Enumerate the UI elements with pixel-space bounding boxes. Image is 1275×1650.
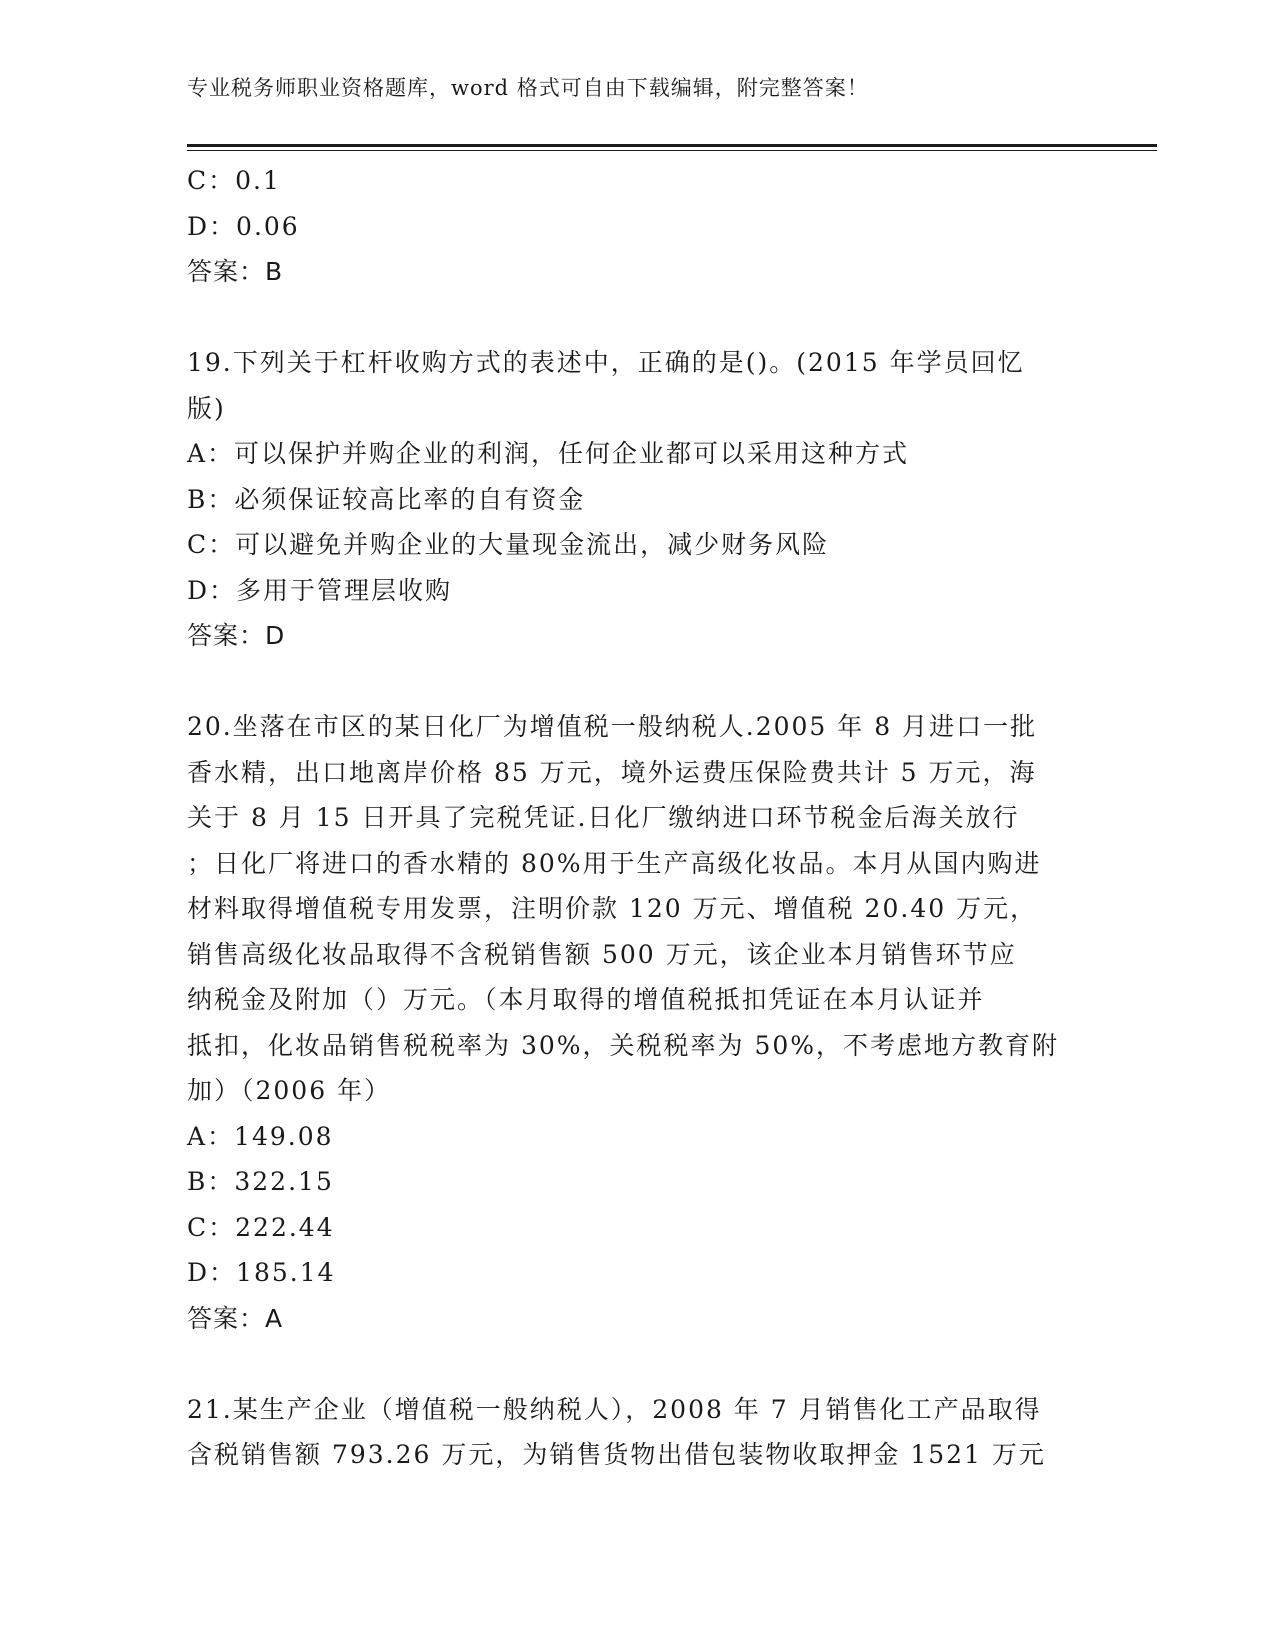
header-rule-thick <box>187 144 1157 147</box>
option-a: A：可以保护并购企业的利润，任何企业都可以采用这种方式 <box>187 439 910 468</box>
option-b: B：322.15 <box>187 1167 334 1196</box>
option-c: C：可以避免并购企业的大量现金流出，减少财务风险 <box>187 530 830 559</box>
prev-question <box>187 158 1087 295</box>
question-text: 加）（2006 年） <box>187 1076 392 1105</box>
question-text: 销售高级化妆品取得不含税销售额 500 万元，该企业本月销售环节应 <box>187 939 1017 969</box>
option-c: C：222.44 <box>187 1212 335 1242</box>
option-d: D：185.14 <box>187 1258 336 1287</box>
question-text: 21.某生产企业（增值税一般纳税人），2008 年 7 月销售化工产品取得 <box>187 1394 1042 1424</box>
question-20 <box>187 704 1087 1341</box>
question-text: 20.坐落在市区的某日化厂为增值税一般纳税人.2005 年 8 月进口一批 <box>187 712 1038 741</box>
header-rule-thin <box>187 150 1157 151</box>
answer: 答案：A <box>187 1303 284 1333</box>
question-19 <box>187 340 1087 659</box>
question-text: 纳税金及附加（）万元。（本月取得的增值税抵扣凭证在本月认证并 <box>187 985 985 1014</box>
question-content <box>187 158 1087 1478</box>
page-header: 专业税务师职业资格题库，word 格式可自由下载编辑，附完整答案！ <box>187 76 869 100</box>
question-text: 版) <box>187 393 226 423</box>
answer: 答案：D <box>187 621 286 650</box>
question-text: 香水精，出口地离岸价格 85 万元，境外运费压保险费共计 5 万元，海 <box>187 757 1037 787</box>
question-text: ；日化厂将进口的香水精的 80%用于生产高级化妆品。本月从国内购进 <box>187 848 1042 878</box>
option-b: B：必须保证较高比率的自有资金 <box>187 484 586 514</box>
question-text: 关于 8 月 15 日开具了完税凭证.日化厂缴纳进口环节税金后海关放行 <box>187 803 1020 832</box>
answer: 答案：B <box>187 257 284 286</box>
question-text: 19.下列关于杠杆收购方式的表述中，正确的是()。(2015 年学员回忆 <box>187 348 1025 377</box>
option-c: C：0.1 <box>187 166 281 195</box>
question-text: 含税销售额 793.26 万元，为销售货物出借包装物收取押金 1521 万元 <box>187 1440 1046 1469</box>
question-21 <box>187 1387 1087 1478</box>
option-a: A：149.08 <box>187 1121 334 1151</box>
question-text: 抵扣，化妆品销售税税率为 30%，关税税率为 50%，不考虑地方教育附 <box>187 1030 1060 1060</box>
question-text: 材料取得增值税专用发票，注明价款 120 万元、增值税 20.40 万元， <box>187 894 1038 923</box>
option-d: D：0.06 <box>187 211 300 241</box>
option-d: D：多用于管理层收购 <box>187 575 453 605</box>
